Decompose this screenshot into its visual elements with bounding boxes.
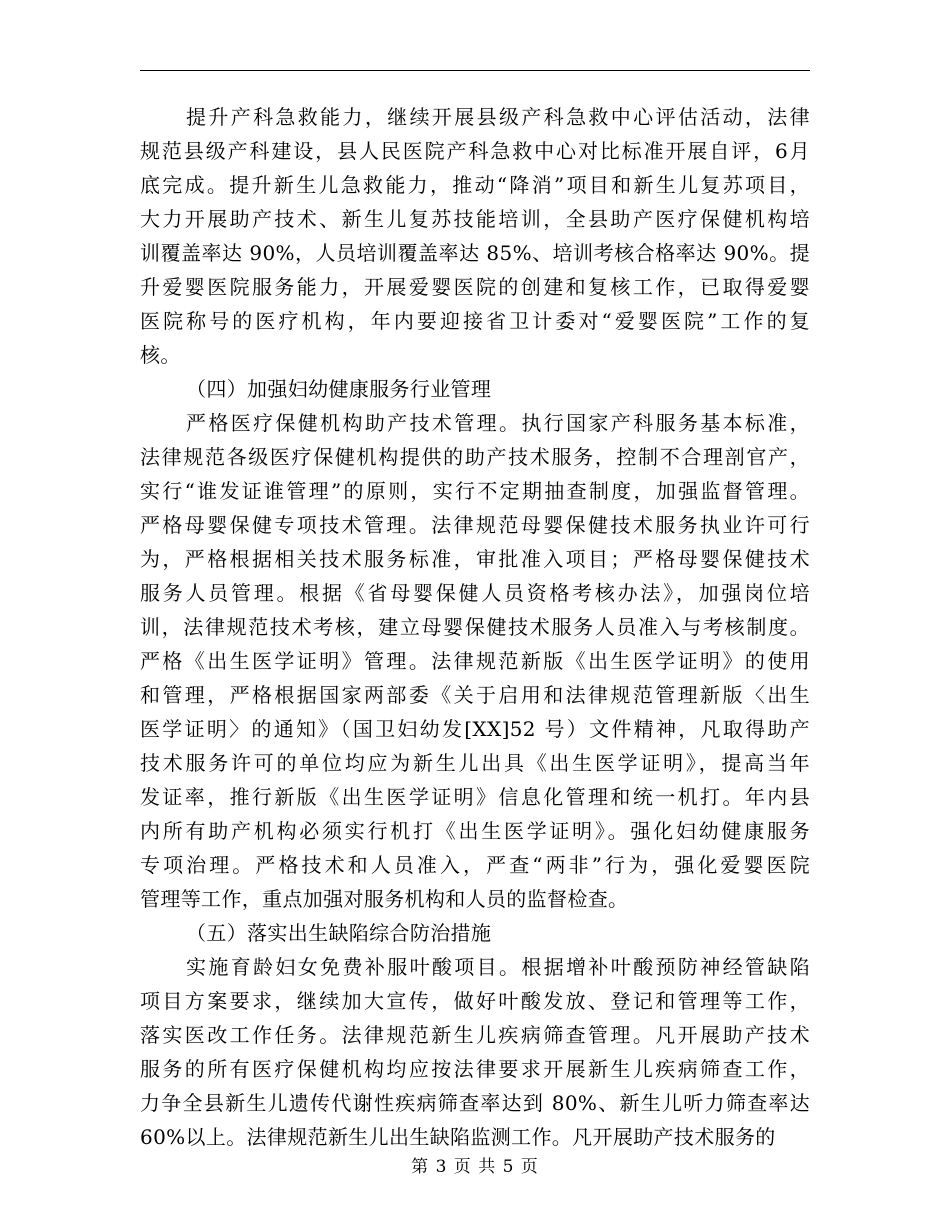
document-body [140, 100, 810, 1154]
paragraph-line: 技术服务许可的单位均应为新生儿出具《出生医学证明》，提高当年 [140, 751, 810, 775]
paragraph-line: 管理等工作，重点加强对服务机构和人员的监督检查。 [140, 887, 629, 911]
page-footer [0, 1152, 950, 1177]
paragraph-line: 力争全县新生儿遗传代谢性疾病筛查率达到 80%、新生儿听力筛查率达 [140, 1091, 810, 1115]
paragraph-line: 规范县级产科建设，县人民医院产科急救中心对比标准开展自评，6月 [140, 139, 810, 163]
paragraph-line: 为，严格根据相关技术服务标准，审批准入项目；严格母婴保健技术 [140, 547, 810, 571]
paragraph-line: 医学证明〉的通知》（国卫妇幼发[XX]52 号）文件精神，凡取得助产 [140, 717, 810, 741]
paragraph-line: 60%以上。法律规范新生儿出生缺陷监测工作。凡开展助产技术服务的 [140, 1125, 776, 1149]
paragraph-line: 核。 [140, 343, 181, 367]
paragraph-line: 严格医疗保健机构助产技术管理。执行国家产科服务基本标准， [186, 411, 810, 435]
paragraph-line: 医院称号的医疗机构，年内要迎接省卫计委对“爱婴医院”工作的复 [140, 309, 810, 333]
paragraph-line: 训覆盖率达 90%，人员培训覆盖率达 85%、培训考核合格率达 90%。提 [140, 241, 810, 265]
section-heading: （五）落实出生缺陷综合防治措施 [186, 921, 492, 945]
paragraph-line: 内所有助产机构必须实行机打《出生医学证明》。强化妇幼健康服务 [140, 819, 810, 843]
paragraph-line: 和管理，严格根据国家两部委《关于启用和法律规范管理新版〈出生 [140, 683, 810, 707]
paragraph-line: 严格《出生医学证明》管理。法律规范新版《出生医学证明》的使用 [140, 649, 810, 673]
header-rule [140, 70, 810, 71]
page-number: 第 3 页 共 5 页 [411, 1157, 539, 1177]
paragraph-line: 发证率，推行新版《出生医学证明》信息化管理和统一机打。年内县 [140, 785, 810, 809]
paragraph-line: 实施育龄妇女免费补服叶酸项目。根据增补叶酸预防神经管缺陷 [186, 955, 810, 979]
paragraph-line: 提升产科急救能力，继续开展县级产科急救中心评估活动，法律 [186, 105, 810, 129]
paragraph-line: 服务人员管理。根据《省母婴保健人员资格考核办法》，加强岗位培 [140, 581, 810, 605]
paragraph-line: 严格母婴保健专项技术管理。法律规范母婴保健技术服务执业许可行 [140, 513, 810, 537]
paragraph-line: 底完成。提升新生儿急救能力，推动“降消”项目和新生儿复苏项目， [140, 173, 810, 197]
paragraph-line: 落实医改工作任务。法律规范新生儿疾病筛查管理。凡开展助产技术 [140, 1023, 810, 1047]
paragraph-line: 实行“谁发证谁管理”的原则，实行不定期抽查制度，加强监督管理。 [140, 479, 810, 503]
paragraph-line: 训，法律规范技术考核，建立母婴保健技术服务人员准入与考核制度。 [140, 615, 810, 639]
paragraph-line: 法律规范各级医疗保健机构提供的助产技术服务，控制不合理剖官产， [140, 445, 810, 469]
paragraph-line: 大力开展助产技术、新生儿复苏技能培训，全县助产医疗保健机构培 [140, 207, 810, 231]
paragraph-line: 服务的所有医疗保健机构均应按法律要求开展新生儿疾病筛查工作， [140, 1057, 810, 1081]
section-heading: （四）加强妇幼健康服务行业管理 [186, 377, 492, 401]
paragraph-line: 项目方案要求，继续加大宣传，做好叶酸发放、登记和管理等工作， [140, 989, 810, 1013]
paragraph-line: 专项治理。严格技术和人员准入，严查“两非”行为，强化爱婴医院 [140, 853, 810, 877]
paragraph-line: 升爱婴医院服务能力，开展爱婴医院的创建和复核工作，已取得爱婴 [140, 275, 810, 299]
